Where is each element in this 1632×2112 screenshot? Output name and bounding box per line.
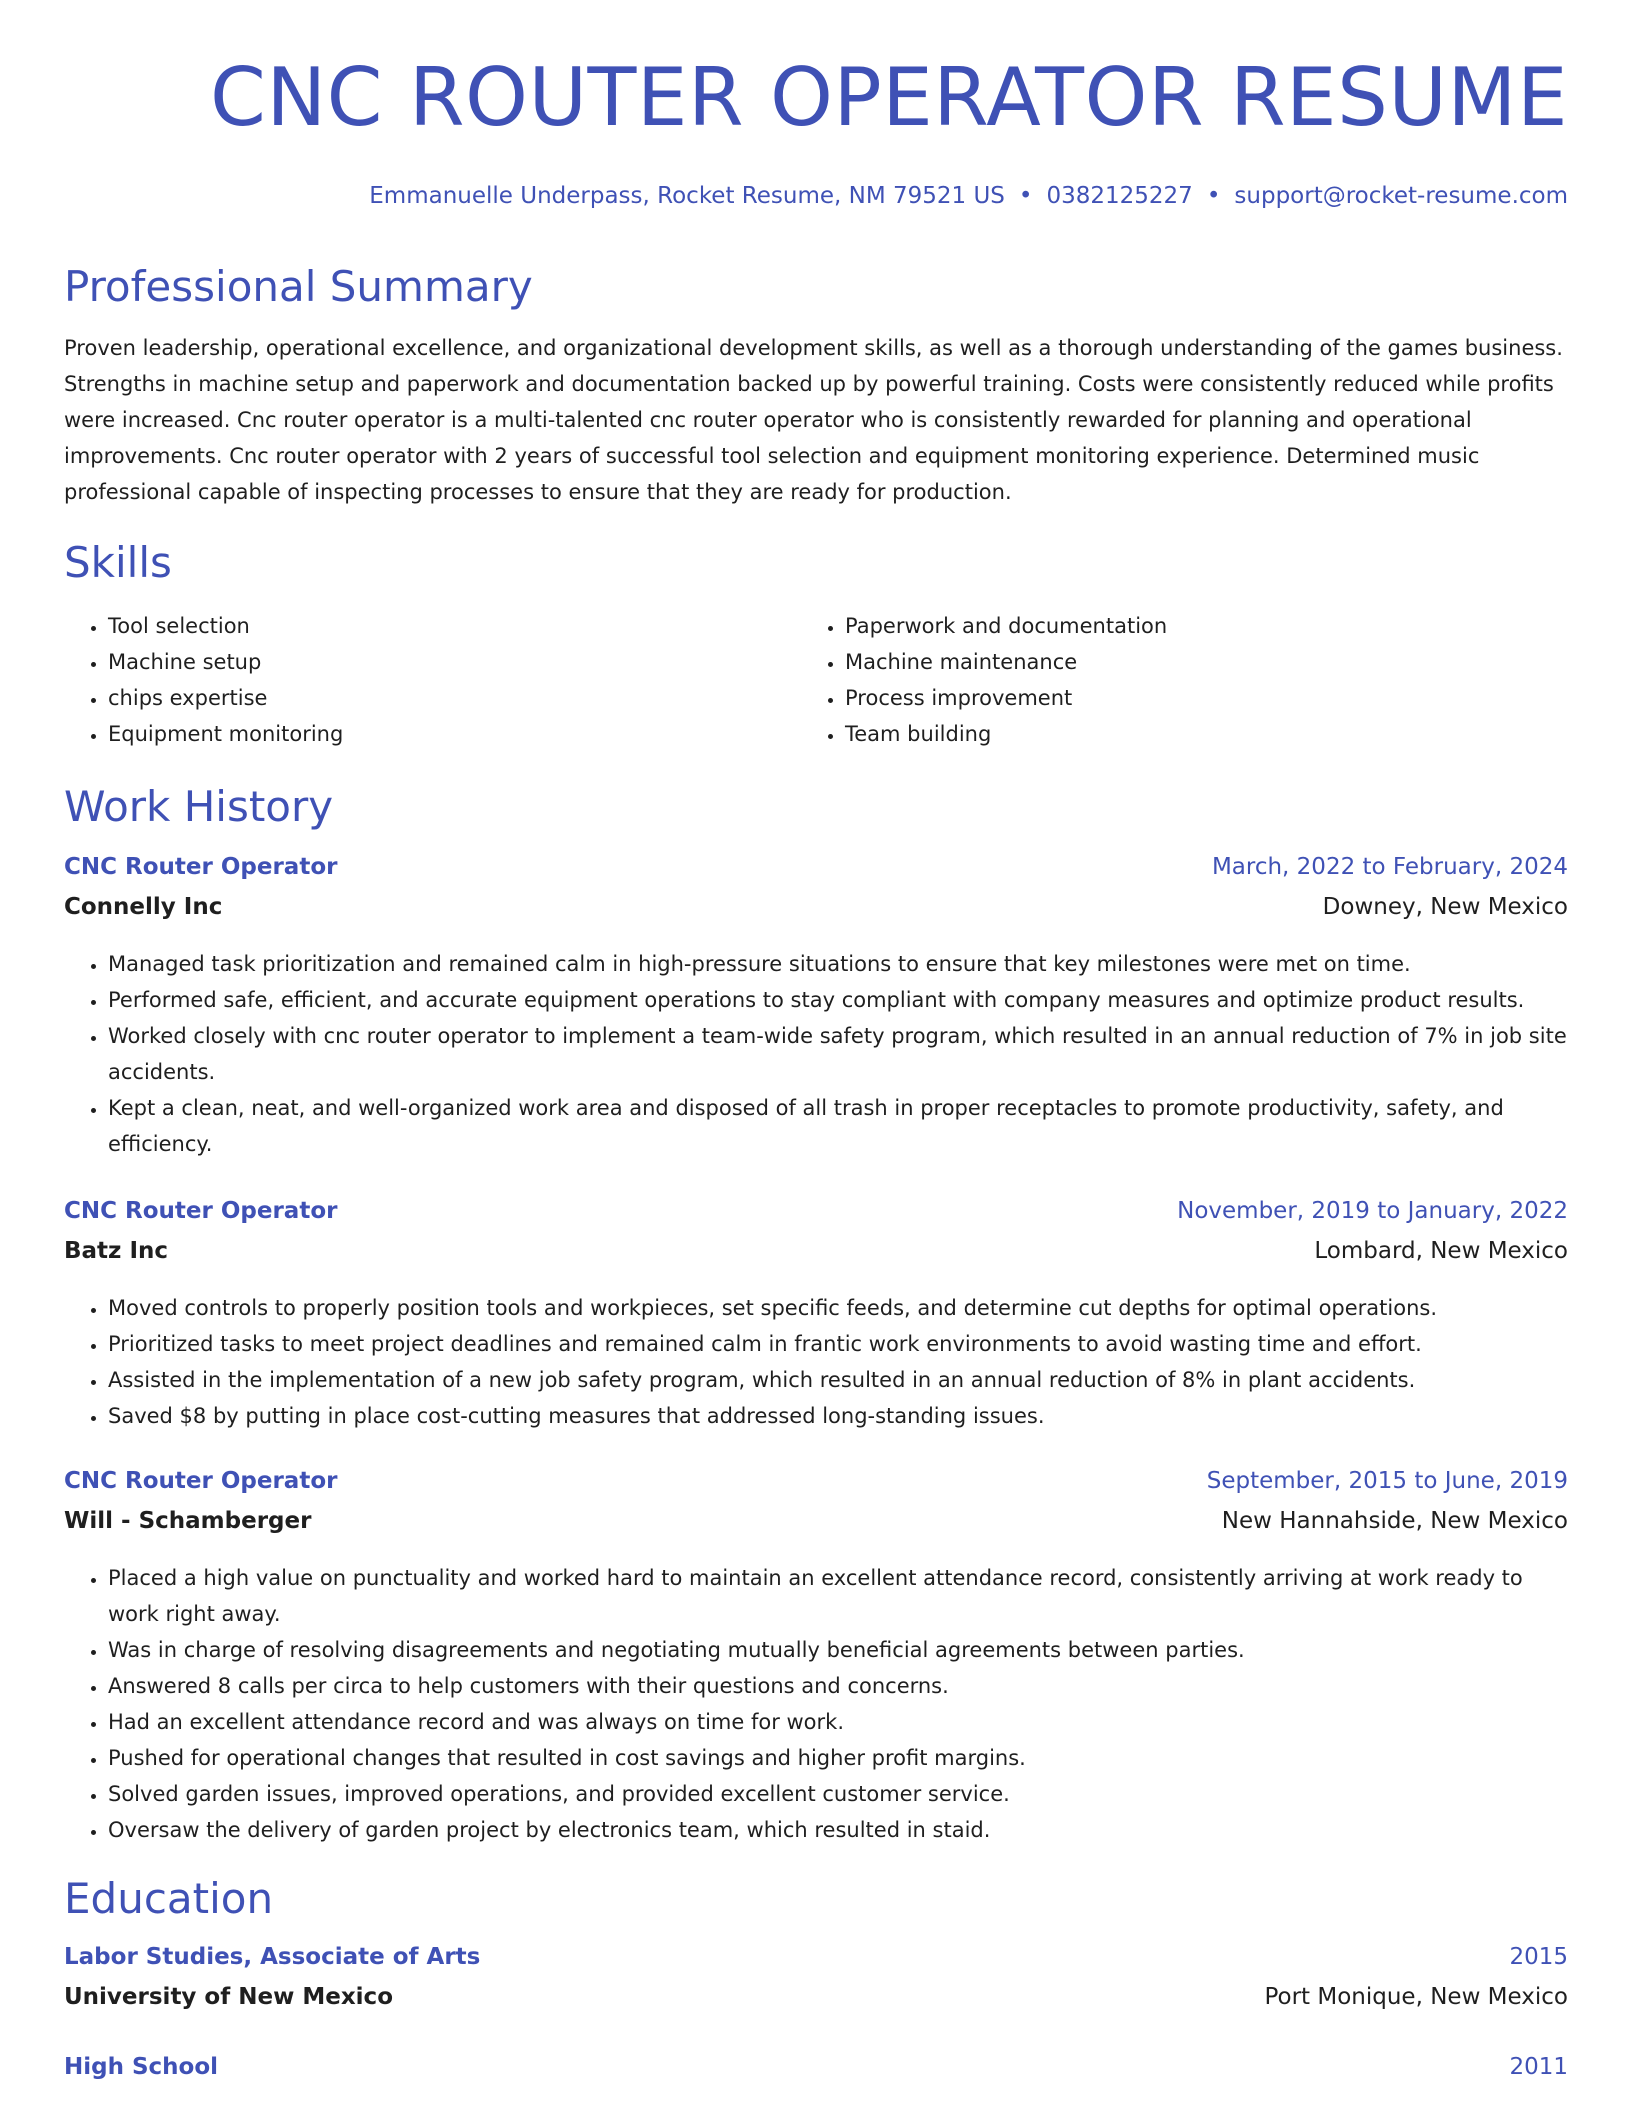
job-company: Will - Schamberger <box>64 1508 312 1534</box>
job-bullet: • Kept a clean, neat, and well-organized work area and disposed of all trash in proper receptacles to promote productivity, safety, and efficiency. <box>108 1090 1568 1162</box>
skill-item: • Equipment monitoring <box>108 716 788 752</box>
skills-heading: Skills <box>64 538 172 587</box>
job-header <box>64 854 1568 890</box>
job-bullet: • Placed a high value on punctuality and worked hard to maintain an excellent attendance record, consistently arriving at work ready to work right away. <box>108 1560 1568 1632</box>
job-bullet: • Moved controls to properly position tools and workpieces, set specific feeds, and determine cut depths for optimal operations. <box>108 1290 1568 1326</box>
job-bullet: • Pushed for operational changes that resulted in cost savings and higher profit margins. <box>108 1740 1568 1776</box>
job-title: CNC Router Operator <box>64 1198 338 1224</box>
job-bullet: • Was in charge of resolving disagreements and negotiating mutually beneficial agreements between parties. <box>108 1632 1568 1668</box>
education-school: University of New Mexico <box>64 1984 393 2010</box>
skill-item: • chips expertise <box>108 680 788 716</box>
education-heading: Education <box>64 1874 274 1923</box>
education-degree: Labor Studies, Associate of Arts <box>64 1944 481 1970</box>
skills-list-left <box>64 608 788 752</box>
job-company-row <box>64 1238 1568 1274</box>
education-school-row <box>64 1984 1568 2020</box>
job-header <box>64 1468 1568 1504</box>
job-location: Lombard, New Mexico <box>1314 1238 1568 1264</box>
skill-item: • Tool selection <box>108 608 788 644</box>
job-bullet: • Saved $8 by putting in place cost-cutting measures that addressed long-standing issues. <box>108 1398 1568 1434</box>
summary-heading: Professional Summary <box>64 262 533 311</box>
job-dates: March, 2022 to February, 2024 <box>1211 854 1568 880</box>
contact-phone: 0382125227 <box>1046 183 1193 209</box>
skill-item: • Process improvement <box>845 680 1525 716</box>
job-bullets <box>64 946 1568 1162</box>
job-bullet: • Worked closely with cnc router operator to implement a team-wide safety program, which resulted in an annual reduction of 7% in job site accidents. <box>108 1018 1568 1090</box>
job-bullet: • Answered 8 calls per circa to help customers with their questions and concerns. <box>108 1668 1568 1704</box>
job-bullet: • Managed task prioritization and remained calm in high-pressure situations to ensure that key milestones were met on time. <box>108 946 1568 982</box>
job-bullet: • Performed safe, efficient, and accurate equipment operations to stay compliant with company measures and optimize product results. <box>108 982 1568 1018</box>
contact-email: support@rocket-resume.com <box>1234 183 1568 209</box>
job-bullet: • Solved garden issues, improved operations, and provided excellent customer service. <box>108 1776 1568 1812</box>
education-year: 2015 <box>1509 1944 1568 1970</box>
job-location: Downey, New Mexico <box>1322 894 1568 920</box>
job-title: CNC Router Operator <box>64 1468 338 1494</box>
resume-title: CNC ROUTER OPERATOR RESUME <box>209 51 1568 144</box>
skill-item: • Machine setup <box>108 644 788 680</box>
job-dates: September, 2015 to June, 2019 <box>1206 1468 1568 1494</box>
education-header <box>64 2054 1568 2090</box>
job-company: Connelly Inc <box>64 894 223 920</box>
job-location: New Hannahside, New Mexico <box>1221 1508 1568 1534</box>
job-bullet: • Had an excellent attendance record and was always on time for work. <box>108 1704 1568 1740</box>
contact-separator: • <box>1206 183 1221 209</box>
skill-item: • Team building <box>845 716 1525 752</box>
skill-item: • Paperwork and documentation <box>845 608 1525 644</box>
job-dates: November, 2019 to January, 2022 <box>1177 1198 1568 1224</box>
job-bullet: • Assisted in the implementation of a new job safety program, which resulted in an annual reduction of 8% in plant accidents. <box>108 1362 1568 1398</box>
job-header <box>64 1198 1568 1234</box>
job-title: CNC Router Operator <box>64 854 338 880</box>
job-bullets <box>64 1290 1568 1434</box>
job-bullets <box>64 1560 1568 1848</box>
contact-line <box>369 180 1568 212</box>
job-bullet: • Prioritized tasks to meet project deadlines and remained calm in frantic work environments to avoid wasting time and effort. <box>108 1326 1568 1362</box>
skill-item: • Machine maintenance <box>845 644 1525 680</box>
job-company: Batz Inc <box>64 1238 169 1264</box>
summary-text: Proven leadership, operational excellence, and organizational development skills, as well as a thorough understanding of the games business. Strengths in machine setup and paperwork and documentation backed up by powerful training. Costs were consistently reduced while profits were increased. Cnc router operator is a multi-talented cnc router operator who is consistently rewarded for planning and operational improvements. Cnc router operator with 2 years of successful tool selection and equipment monitoring experience. Determined music professional capable of inspecting processes to ensure that they are ready for production. <box>64 336 1563 504</box>
education-degree: High School <box>64 2054 219 2080</box>
job-company-row <box>64 894 1568 930</box>
contact-address: Emmanuelle Underpass, Rocket Resume, NM 79521 US <box>369 183 1005 209</box>
job-company-row <box>64 1508 1568 1544</box>
education-year: 2011 <box>1509 2054 1568 2080</box>
job-bullet: • Oversaw the delivery of garden project by electronics team, which resulted in staid. <box>108 1812 1568 1848</box>
education-location: Port Monique, New Mexico <box>1264 1984 1568 2010</box>
skills-list-right <box>801 608 1525 752</box>
contact-separator: • <box>1018 183 1033 209</box>
education-header <box>64 1944 1568 1980</box>
work-heading: Work History <box>64 782 334 831</box>
